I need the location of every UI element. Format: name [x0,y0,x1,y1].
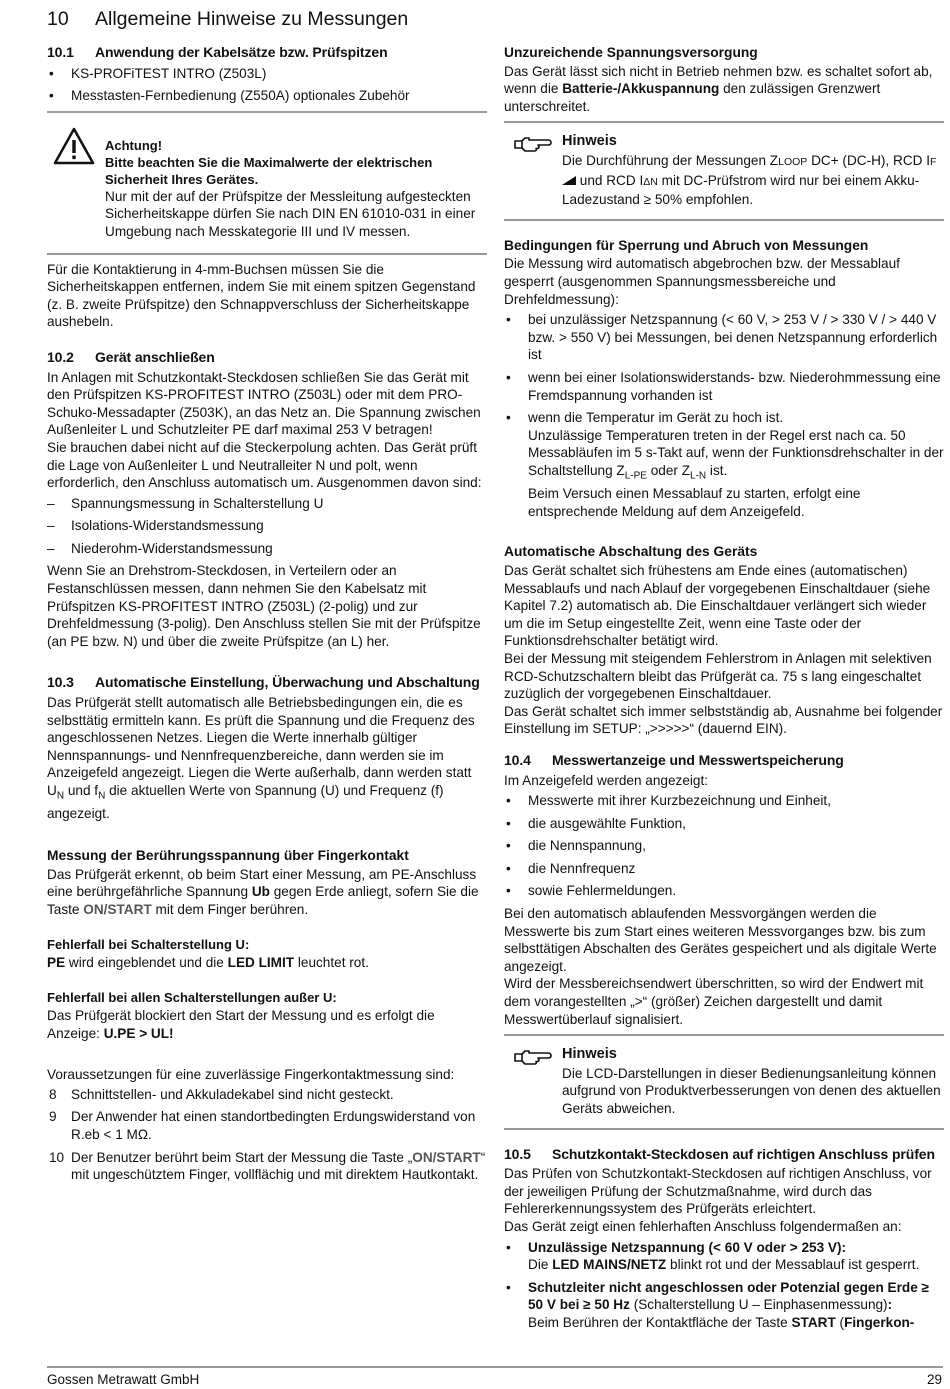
chapter-title: Allgemeine Hinweise zu Messungen [95,8,409,30]
list-item: • die Nennspannung, [504,837,944,855]
auto-off-heading: Automatische Abschaltung des Geräts [504,544,758,560]
paragraph: Das Prüfgerät blockiert den Start der Messung und es erfolgt die Anzeige: U.PE > UL! [47,1008,435,1041]
list-item: 9 Der Anwender hat einen standortbedingten Erdungswiderstand von R.eb < 1 MΩ. [49,1109,476,1143]
warning-triangle-icon [53,127,95,170]
page-number: 29 [926,1372,942,1387]
paragraph: Wird der Messbereichsendwert überschritten, so wird der Endwert mit dem vorangestellten „>“ (größer) Zeichen dargestellt und damit Messwertüberlauf signalisiert. [504,976,924,1027]
lock-heading: Bedingungen für Sperrung und Abruch von Messungen [504,237,869,253]
list-item: • KS-PROFiTEST INTRO (Z503L) [47,65,487,83]
note-title: Hinweis [562,1046,617,1063]
chapter-number: 10 [47,8,69,30]
list-item: • wenn bei einer Isolationswiderstands- bzw. Niederohmmessung eine Fremdspannung vorhanden ist [504,369,944,404]
paragraph: PE wird eingeblendet und die LED LIMIT leuchtet rot. [47,954,369,970]
paragraph: Das Prüfen von Schutzkontakt-Steckdosen auf richtigen Anschluss, vor der jeweiligen Prüfung der Schutzmaßnahme, wird durch das Fehlererkennungssystem des Prüfgeräts erleichtert. [504,1166,932,1217]
exception-list [47,495,487,558]
contact-paragraph: Für die Kontaktierung in 4-mm-Buchsen müssen Sie die Sicherheitskappen entfernen, indem Sie mit einem spitzen Gegenstand (z. B. zweite Prüfspitze) den Schnappverschluss der Sicherheitskappe aushebeln. [47,261,476,330]
list-item: 8 Schnittstellen- und Akkuladekabel sind nicht gesteckt. [49,1086,394,1102]
note-text: Die Durchführung der Messungen ZLOOP DC+ (DC-H), RCD IF und RCD IΔN mit DC-Prüfstrom wird nur bei einem Akku-Ladezustand ≥ 50% empfohlen. [562,152,937,208]
footer-divider [47,1366,943,1368]
page-title [47,8,408,31]
paragraph: Wenn Sie an Drehstrom-Steckdosen, in Verteilern oder an Festanschlüssen messen, dann nehmen Sie den Kabelsatz mit Prüfspitzen KS-PROFITEST INTRO (Z503L) (2-polig) und zur Drehfeldmessung (3-polig). Den Anschluss stellen Sie mit der Prüfspitze (an PE bzw. N) und über die zweite Prüfspitze (an L) her. [47,563,481,649]
note-text: Die LCD-Darstellungen in dieser Bedienungsanleitung können aufgrund von Produktverbesserungen von denen des aktuellen Geräts abweichen. [562,1065,941,1116]
finger-contact-heading: Messung der Berührungsspannung über Fingerkontakt [47,847,409,863]
list-item: 10 Der Benutzer berührt beim Start der Messung die Taste „ON/START“ mit ungeschütztem Finger, vollflächig und mit direktem Hautkontakt. [49,1149,486,1183]
cable-set-list [47,65,487,105]
requirements-list [47,1086,487,1184]
fault-indication-list [504,1239,944,1332]
list-item: – Niederohm-Widerstandsmessung [47,540,487,558]
paragraph: Bei der Messung mit steigendem Fehlerstrom in Anlagen mit selektiven RCD-Schutzschaltern bleibt das Prüfgerät ca. 75 s lang eingeschaltet zuzüglich der vorgegebenen Einschaltdauer. [504,650,932,702]
paragraph: Voraussetzungen für eine zuverlässige Fingerkontaktmessung sind: [47,1067,455,1083]
left-column [47,44,487,1189]
list-item: • Schutzleiter nicht angeschlossen oder Potenzial gegen Erde ≥ 50 V bei ≥ 50 Hz (Schalterstellung U – Einphasenmessung): Beim Berühren der Kontaktfläche der Taste START (Fingerkon- [504,1279,944,1332]
display-list [504,792,944,900]
list-item: • Unzulässige Netzspannung (< 60 V oder > 253 V): Die LED MAINS/NETZ blinkt rot und der Messablauf ist gesperrt. [504,1239,944,1274]
list-item: • die ausgewählte Funktion, [504,815,944,833]
fault-heading: Fehlerfall bei allen Schalterstellungen außer U: [47,990,337,1006]
list-item: • die Nennfrequenz [504,860,944,878]
paragraph: Das Gerät schaltet sich immer selbstständig ab, Ausnahme bei folgender Einstellung im SETUP: „>>>>>“ (dauernd EIN). [504,703,943,737]
note-title: Hinweis [562,133,617,150]
ramp-icon [562,176,576,185]
note-box [504,1042,944,1121]
section-10-2-heading: 10.2 Gerät anschließen [47,348,215,365]
paragraph: Bei den automatisch ablaufenden Messvorgängen werden die Messwerte bis zum Start eines weiteren Messvorganges bzw. bis zum selbsttätigen Abschalten des Gerätes gespeichert und als digitale Werte angezeigt. [504,906,937,974]
list-item: – Spannungsmessung in Schalterstellung U [47,495,487,513]
divider [47,253,487,255]
list-item: • Messtasten-Fernbedienung (Z550A) optionales Zubehör [47,87,487,105]
divider [504,121,944,123]
list-item: • bei unzulässiger Netzspannung (< 60 V, > 253 V / > 330 V / > 440 V bzw. > 550 V) bei Messungen, bei denen Netzspannung erforderlich ist [504,311,944,364]
pointing-hand-icon [514,1048,552,1071]
paragraph: In Anlagen mit Schutzkontakt-Steckdosen schließen Sie das Gerät mit den Prüfspitzen KS-PROFITEST INTRO (Z503L) oder mit dem PRO-Schuko-Messadapter (Z503K), an das Netz an. Die Spannung zwischen Außenleiter L und Schutzleiter PE darf maximal 253 V betragen! [47,369,481,438]
section-10-3-heading: 10.3 Automatische Einstellung, Überwachung und Abschaltung [47,674,480,691]
note-box [504,129,944,212]
divider [47,111,487,113]
section-10-1-heading: 10.1 Anwendung der Kabelsätze bzw. Prüfspitzen [47,44,388,60]
list-item: – Isolations-Widerstandsmessung [47,517,487,535]
divider [504,1128,944,1130]
list-item: • Messwerte mit ihrer Kurzbezeichnung und Einheit, [504,792,944,810]
supply-heading: Unzureichende Spannungsversorgung [504,45,758,60]
divider [504,219,944,221]
paragraph: Im Anzeigefeld werden angezeigt: [504,772,709,788]
section-10-4-heading: 10.4 Messwertanzeige und Messwertspeicherung [504,751,844,768]
list-item: • wenn die Temperatur im Gerät zu hoch ist. Unzulässige Temperaturen treten in der Regel erst nach ca. 50 Messabläufen im 5 s-Takt auf, wenn der Funktionsdrehschalter in der Schaltstellung $Z_{L-PE}$ oder $Z_{L-N}$ ist. Beim Versuch einen Messablauf zu starten, erfolgt eine entsprechende Meldung auf dem Anzeigefeld. [504,409,944,520]
section-10-5-heading: 10.5 Schutzkontakt-Steckdosen auf richtigen Anschluss prüfen [504,1145,935,1162]
footer-company: Gossen Metrawatt GmbH [47,1372,200,1387]
paragraph: Das Prüfgerät stellt automatisch alle Betriebsbedingungen ein, die es selbsttätig ermitteln kann. Es prüft die Spannung und die Frequenz des angeschlossenen Netzes. Liegen die Werte innerhalb gültiger Nennspannungs- und Nennfrequenzbereiche, dann werden sie im Anzeigefeld angezeigt. Liegen die Werte außerhalb, dann werden statt $U_N$ und $f_N$ die aktuellen Werte von Spannung (U) und Frequenz (f) angezeigt. [47,695,475,822]
warning-text: Nur mit der auf der Prüfspitze der Messleitung aufgesteckten Sicherheitskappe dürfen Sie nach DIN EN 61010-031 in einer Umgebung nach Messkategorie III und IV messen. [105,188,476,239]
paragraph: Das Prüfgerät erkennt, ob beim Start einer Messung, am PE-Anschluss eine berührgefährliche Spannung Ub gegen Erde anliegt, sofern Sie die Taste ON/START mit dem Finger berühren. [47,866,479,917]
warning-bold-text: Bitte beachten Sie die Maximalwerte der elektrischen Sicherheit Ihres Gerätes. [105,154,433,187]
divider [504,1034,944,1036]
pointing-hand-icon [514,135,552,158]
paragraph: Die Messung wird automatisch abgebrochen bzw. der Messablauf gesperrt (ausgenommen Spannungsmessbereiche und Drehfeldmessung): [504,256,900,307]
right-column [504,44,944,1337]
paragraph: Das Gerät schaltet sich frühestens am Ende eines (automatischen) Messablaufs und nach Ablauf der vorgegebenen Einschaltdauer (siehe Kapitel 7.2) automatisch ab. Die Einschaltdauer verlängert sich wieder um die im Setup eingestellte Zeit, wenn eine Taste oder der Funktionsdrehschalter betätigt wird. [504,562,931,649]
list-item: • sowie Fehlermeldungen. [504,882,944,900]
lock-conditions-list [504,311,944,520]
paragraph: Das Gerät zeigt einen fehlerhaften Anschluss folgendermaßen an: [504,1218,902,1234]
fault-heading: Fehlerfall bei Schalterstellung U: [47,937,250,953]
warning-title: Achtung! [105,137,163,153]
warning-box [47,119,487,247]
paragraph: Sie brauchen dabei nicht auf die Steckerpolung achten. Das Gerät prüft die Lage von Außenleiter L und Neutralleiter N und polt, wenn erforderlich, den Anschluss automatisch um. Ausgenommen davon sind: [47,439,482,491]
paragraph: Das Gerät lässt sich nicht in Betrieb nehmen bzw. es schaltet sofort ab, wenn die Batterie-/Akkuspannung den zulässigen Grenzwert unterschreitet. [504,63,933,114]
